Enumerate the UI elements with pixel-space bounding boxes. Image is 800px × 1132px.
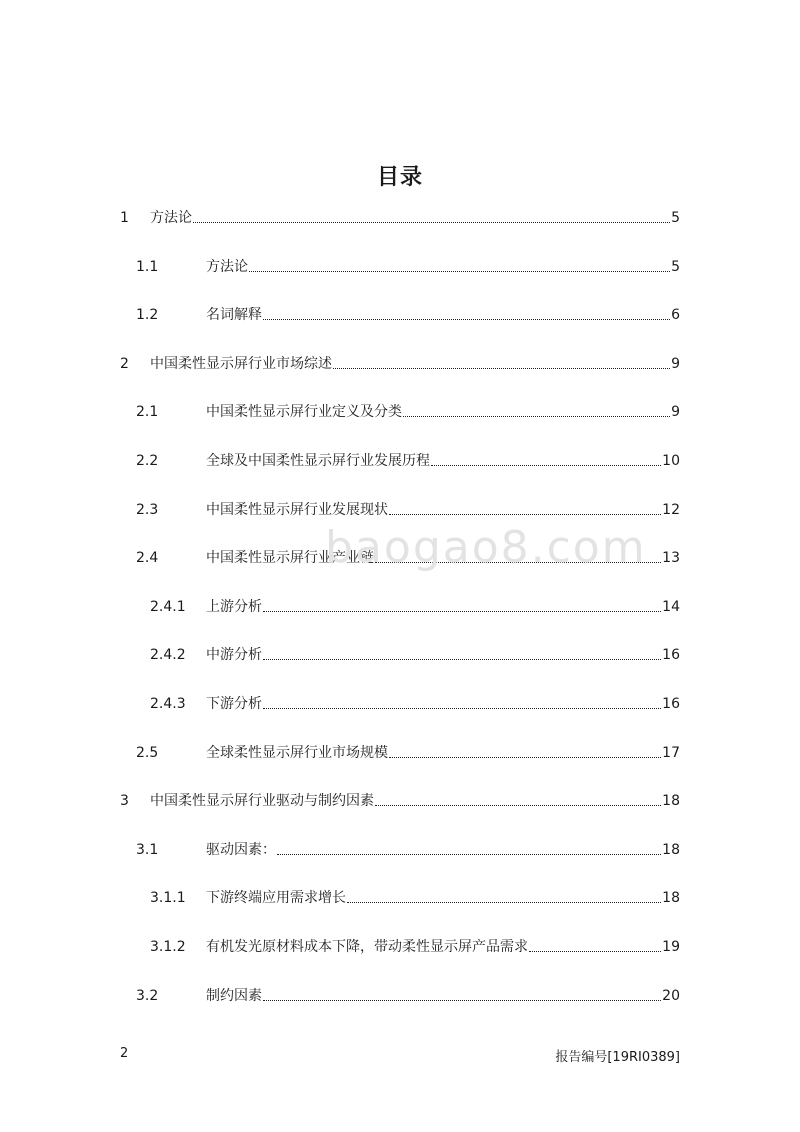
- toc-entry-page: 16: [662, 647, 680, 663]
- toc-entry[interactable]: [120, 840, 680, 860]
- toc-dot-leader: [277, 854, 661, 855]
- toc-dot-leader: [431, 465, 661, 466]
- toc-entry[interactable]: [120, 500, 680, 520]
- toc-dot-leader: [389, 757, 661, 758]
- toc-entry-title: 中国柔性显示屏行业产业链: [206, 550, 374, 566]
- toc-dot-leader: [263, 319, 670, 320]
- toc-entry-page: 9: [671, 356, 680, 372]
- toc-entry-number: 2.2: [136, 453, 159, 469]
- toc-entry-number: 2.5: [136, 745, 159, 761]
- toc-entry-number: 1: [120, 210, 129, 226]
- toc-dot-leader: [263, 1000, 661, 1001]
- toc-entry-title: 制约因素: [206, 988, 262, 1004]
- toc-entry-title: 下游终端应用需求增长: [206, 890, 346, 906]
- toc-entry-title: 下游分析: [206, 696, 262, 712]
- toc-entry[interactable]: [120, 791, 680, 811]
- toc-entry-title: 中国柔性显示屏行业市场综述: [150, 356, 332, 372]
- toc-dot-leader: [347, 902, 661, 903]
- toc-dot-leader: [263, 611, 661, 612]
- toc-entry[interactable]: [120, 305, 680, 325]
- toc-dot-leader: [193, 222, 670, 223]
- toc-entry[interactable]: [120, 548, 680, 568]
- toc-entry[interactable]: [120, 888, 680, 908]
- toc-entry[interactable]: [120, 694, 680, 714]
- toc-entry[interactable]: [120, 645, 680, 665]
- toc-entry[interactable]: [120, 451, 680, 471]
- toc-entry-number: 2: [120, 356, 129, 372]
- toc-entry-title: 全球柔性显示屏行业市场规模: [206, 745, 388, 761]
- toc-entry-number: 2.4.1: [150, 599, 186, 615]
- toc-entry-page: 18: [662, 793, 680, 809]
- toc-entry-number: 2.3: [136, 502, 159, 518]
- toc-entry-page: 18: [662, 842, 680, 858]
- toc-entry[interactable]: [120, 937, 680, 957]
- toc-entry[interactable]: [120, 743, 680, 763]
- toc-entry-page: 6: [671, 307, 680, 323]
- toc-entry[interactable]: [120, 597, 680, 617]
- toc-dot-leader: [263, 659, 661, 660]
- toc-entry-page: 14: [662, 599, 680, 615]
- toc-dot-leader: [375, 562, 661, 563]
- toc-entry-title: 名词解释: [206, 307, 262, 323]
- toc-entry-title: 驱动因素：: [206, 842, 276, 858]
- footer-report-code: 报告编号[19RI0389]: [555, 1050, 680, 1065]
- toc-entry-title: 方法论: [150, 210, 192, 226]
- page-title: 目录: [376, 165, 423, 190]
- toc-dot-leader: [375, 805, 661, 806]
- toc-entry-number: 3.2: [136, 988, 159, 1004]
- toc-entry-title: 上游分析: [206, 599, 262, 615]
- toc-entry-page: 16: [662, 696, 680, 712]
- toc-entry-number: 3.1.2: [150, 939, 186, 955]
- toc-entry-title: 中国柔性显示屏行业驱动与制约因素: [150, 793, 374, 809]
- toc-entry-title: 中国柔性显示屏行业定义及分类: [206, 404, 402, 420]
- toc-entry[interactable]: [120, 354, 680, 374]
- toc-entry[interactable]: [120, 986, 680, 1006]
- toc-entry-page: 13: [662, 550, 680, 566]
- toc-dot-leader: [389, 514, 661, 515]
- toc-dot-leader: [529, 951, 661, 952]
- watermark: baogao8.com: [325, 522, 647, 573]
- toc-entry-title: 方法论: [206, 259, 248, 275]
- toc-entry[interactable]: [120, 257, 680, 277]
- toc-entry-page: 19: [662, 939, 680, 955]
- toc-dot-leader: [403, 416, 670, 417]
- toc-entry-title: 中游分析: [206, 647, 262, 663]
- toc-entry-title: 有机发光原材料成本下降，带动柔性显示屏产品需求: [206, 939, 528, 955]
- toc-dot-leader: [263, 708, 661, 709]
- toc-entry-number: 3: [120, 793, 129, 809]
- toc-entry-page: 12: [662, 502, 680, 518]
- toc-entry-number: 1.2: [136, 307, 159, 323]
- toc-entry-page: 17: [662, 745, 680, 761]
- toc-entry-page: 9: [671, 404, 680, 420]
- toc-entry-page: 10: [662, 453, 680, 469]
- toc-entry-number: 3.1: [136, 842, 159, 858]
- toc-entry-number: 3.1.1: [150, 890, 186, 906]
- toc-entry-page: 5: [671, 259, 680, 275]
- toc-entry[interactable]: [120, 402, 680, 422]
- footer-page-number: 2: [120, 1046, 129, 1061]
- toc-entry-number: 2.4.3: [150, 696, 186, 712]
- toc-dot-leader: [249, 271, 670, 272]
- toc-entry-page: 18: [662, 890, 680, 906]
- toc-entry-page: 5: [671, 210, 680, 226]
- toc-entry-number: 2.4: [136, 550, 159, 566]
- toc-entry-title: 全球及中国柔性显示屏行业发展历程: [206, 453, 430, 469]
- toc-entry[interactable]: [120, 208, 680, 228]
- toc-entry-number: 1.1: [136, 259, 159, 275]
- toc-entry-number: 2.4.2: [150, 647, 186, 663]
- toc-entry-page: 20: [662, 988, 680, 1004]
- toc-entry-number: 2.1: [136, 404, 159, 420]
- toc-entry-title: 中国柔性显示屏行业发展现状: [206, 502, 388, 518]
- toc-dot-leader: [333, 368, 670, 369]
